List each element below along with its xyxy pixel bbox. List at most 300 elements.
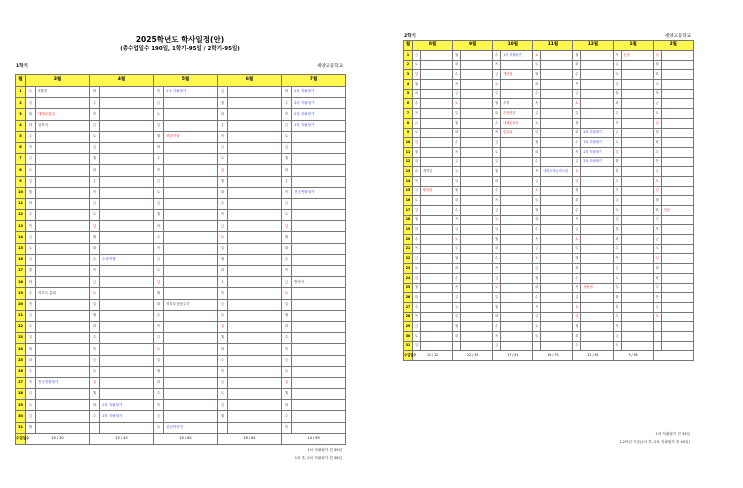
weekday-cell: 금: [282, 277, 292, 288]
weekday-cell: 화: [90, 243, 100, 254]
weekday-cell: 금: [90, 277, 100, 288]
calendar-row: [16, 333, 346, 344]
event-cell: [292, 176, 346, 187]
event-cell: [541, 186, 573, 196]
weekday-cell: 토: [453, 99, 461, 109]
day-number: 12: [16, 210, 26, 221]
event-cell: 개천절: [501, 70, 533, 80]
weekday-cell: 금: [26, 310, 36, 321]
event-cell: [501, 215, 533, 225]
weekday-cell: 월: [282, 154, 292, 165]
month-header: 2월: [653, 41, 693, 51]
weekday-cell: 토: [493, 283, 501, 293]
event-cell: [461, 206, 493, 216]
weekday-cell: 목: [573, 80, 581, 90]
weekday-cell: 토: [653, 312, 661, 322]
weekday-cell: 수: [493, 254, 501, 264]
event-cell: [36, 400, 90, 411]
weekday-cell: 일: [453, 109, 461, 119]
event-cell: 2차 지필평가: [292, 120, 346, 131]
event-cell: [461, 109, 493, 119]
weekday-cell: 일: [533, 331, 541, 341]
weekday-cell: 일: [26, 254, 36, 265]
weekday-cell: 금: [493, 138, 501, 148]
weekday-cell: 수: [413, 167, 421, 177]
day-number: 3: [404, 70, 413, 80]
event-cell: [621, 70, 653, 80]
weekday-cell: 화: [26, 277, 36, 288]
weekday-cell: 금: [90, 198, 100, 209]
event-cell: [621, 99, 653, 109]
weekday-cell: 월: [453, 186, 461, 196]
document-title: 2025학년도 학사일정(안): [135, 35, 225, 44]
weekday-cell: 토: [282, 210, 292, 221]
day-number: 1: [404, 51, 413, 61]
event-cell: [581, 244, 613, 254]
weekday-cell: 토: [413, 331, 421, 341]
event-cell: [661, 138, 693, 148]
event-cell: [100, 109, 154, 120]
weekday-cell: 금: [218, 299, 228, 310]
day-number: 22: [16, 321, 26, 332]
event-cell: 성탄절: [581, 283, 613, 293]
event-cell: [292, 266, 346, 277]
event-cell: [541, 196, 573, 206]
weekday-cell: 월: [90, 389, 100, 400]
weekday-cell: 수: [613, 312, 621, 322]
event-cell: [581, 196, 613, 206]
event-cell: [661, 322, 693, 332]
weekday-cell: 수: [90, 333, 100, 344]
event-cell: [581, 331, 613, 341]
weekday-cell: 화: [573, 196, 581, 206]
weekday-cell: 토: [573, 167, 581, 177]
day-number: 6: [16, 142, 26, 153]
event-cell: [501, 89, 533, 99]
event-cell: [228, 288, 282, 299]
event-cell: [581, 341, 613, 351]
day-number: 6: [404, 99, 413, 109]
weekday-cell: 화: [613, 235, 621, 245]
event-cell: [461, 264, 493, 274]
event-cell: [621, 293, 653, 303]
day-number: 16: [404, 196, 413, 206]
weekday-cell: [533, 341, 541, 351]
event-cell: [421, 283, 453, 293]
weekday-cell: 일: [26, 411, 36, 422]
day-number: 2: [404, 60, 413, 70]
event-cell: [164, 400, 218, 411]
event-cell: [541, 264, 573, 274]
event-cell: [228, 389, 282, 400]
weekday-cell: 수: [493, 186, 501, 196]
weekday-cell: 월: [26, 344, 36, 355]
weekday-cell: 월: [493, 99, 501, 109]
weekday-cell: 월: [573, 254, 581, 264]
event-cell: [621, 235, 653, 245]
school-name: 세양고등학교: [664, 34, 691, 39]
calendar-row: [16, 87, 346, 98]
calendar-row: [16, 366, 346, 377]
day-number: 7: [404, 109, 413, 119]
weekday-cell: 토: [218, 310, 228, 321]
summary-label: 수업일수: [16, 433, 26, 444]
weekday-cell: 금: [413, 118, 421, 128]
event-cell: [581, 51, 613, 61]
weekday-cell: 토: [613, 138, 621, 148]
event-cell: [164, 366, 218, 377]
event-cell: [36, 355, 90, 366]
event-cell: [36, 154, 90, 165]
month-header: 12월: [573, 41, 613, 51]
month-total: 3 / 95: [613, 351, 653, 361]
weekday-cell: 화: [653, 138, 661, 148]
event-cell: [164, 333, 218, 344]
weekday-cell: 수: [90, 98, 100, 109]
weekday-cell: 수: [453, 138, 461, 148]
event-cell: [421, 196, 453, 206]
event-cell: [621, 302, 653, 312]
event-cell: [36, 187, 90, 198]
weekday-cell: 금: [493, 206, 501, 216]
event-cell: [36, 333, 90, 344]
weekday-cell: 화: [573, 264, 581, 274]
day-number: 11: [16, 198, 26, 209]
calendar-row: [404, 128, 694, 138]
day-number: 10: [16, 187, 26, 198]
event-cell: [421, 235, 453, 245]
weekday-cell: 토: [453, 235, 461, 245]
weekday-cell: 일: [493, 225, 501, 235]
weekday-cell: 토: [218, 389, 228, 400]
event-cell: [292, 344, 346, 355]
weekday-cell: 목: [493, 196, 501, 206]
calendar-row: [404, 341, 694, 351]
weekday-cell: 일: [493, 157, 501, 167]
weekday-cell: 수: [493, 322, 501, 332]
weekday-cell: 금: [653, 235, 661, 245]
calendar-row: [404, 215, 694, 225]
calendar-row: [404, 118, 694, 128]
event-cell: [421, 80, 453, 90]
event-cell: 3월점: [36, 87, 90, 98]
event-cell: 1차 지필평가: [100, 411, 154, 422]
weekday-cell: 금: [26, 232, 36, 243]
weekday-cell: 목: [26, 221, 36, 232]
event-cell: [581, 109, 613, 119]
weekday-cell: 금: [533, 109, 541, 119]
event-cell: [292, 142, 346, 153]
event-cell: [621, 331, 653, 341]
weekday-cell: 일: [573, 109, 581, 119]
event-cell: [100, 87, 154, 98]
event-cell: [661, 167, 693, 177]
event-cell: [36, 142, 90, 153]
weekday-cell: 화: [90, 321, 100, 332]
event-cell: [164, 165, 218, 176]
day-number: 15: [404, 186, 413, 196]
weekday-cell: 금: [493, 273, 501, 283]
weekday-cell: 목: [154, 243, 164, 254]
weekday-cell: 화: [613, 99, 621, 109]
event-cell: [661, 273, 693, 283]
event-cell: [36, 131, 90, 142]
event-cell: 추석연휴: [501, 109, 533, 119]
weekday-cell: 수: [413, 99, 421, 109]
weekday-cell: 월: [90, 310, 100, 321]
weekday-cell: 목: [218, 288, 228, 299]
weekday-cell: 화: [533, 215, 541, 225]
weekday-cell: 월: [653, 128, 661, 138]
event-cell: [292, 154, 346, 165]
weekday-cell: 월: [218, 411, 228, 422]
event-cell: [541, 128, 573, 138]
month-header: 5월: [154, 75, 218, 87]
weekday-cell: 월: [154, 366, 164, 377]
weekday-cell: 금: [413, 254, 421, 264]
calendar-row: [16, 120, 346, 131]
calendar-row: [16, 321, 346, 332]
event-cell: 2차 지필평가: [292, 98, 346, 109]
weekday-cell: 화: [453, 196, 461, 206]
event-cell: [292, 232, 346, 243]
calendar-row: [404, 109, 694, 119]
weekday-cell: 목: [413, 312, 421, 322]
event-cell: [661, 51, 693, 61]
event-cell: [421, 89, 453, 99]
event-cell: [421, 331, 453, 341]
weekday-cell: 월: [413, 147, 421, 157]
weekday-cell: 화: [218, 109, 228, 120]
weekday-cell: 금: [493, 341, 501, 351]
weekday-cell: 화: [218, 187, 228, 198]
event-cell: [421, 225, 453, 235]
weekday-cell: 토: [413, 60, 421, 70]
weekday-cell: 목: [613, 118, 621, 128]
event-cell: [581, 167, 613, 177]
month-header: 8월: [413, 41, 453, 51]
month-total: 14 / 95: [282, 433, 346, 444]
weekday-cell: 화: [453, 60, 461, 70]
event-cell: [421, 99, 453, 109]
weekday-cell: 화: [493, 109, 501, 119]
event-cell: [461, 118, 493, 128]
weekday-cell: 토: [90, 131, 100, 142]
weekday-cell: [218, 422, 228, 433]
weekday-cell: 목: [533, 302, 541, 312]
summary-label: 수업일수: [404, 351, 413, 361]
day-number: 17: [16, 266, 26, 277]
event-cell: 입학식: [36, 120, 90, 131]
weekday-cell: 토: [26, 165, 36, 176]
weekday-cell: 토: [154, 344, 164, 355]
weekday-cell: 금: [653, 167, 661, 177]
event-cell: 대학수학능력시험: [541, 167, 573, 177]
weekday-cell: 화: [90, 165, 100, 176]
weekday-cell: 화: [90, 87, 100, 98]
weekday-cell: 목: [533, 235, 541, 245]
calendar-row: [404, 206, 694, 216]
event-cell: [421, 341, 453, 351]
event-cell: [461, 273, 493, 283]
event-cell: [36, 254, 90, 265]
weekday-cell: 화: [218, 266, 228, 277]
weekday-cell: 토: [154, 422, 164, 433]
event-cell: [228, 377, 282, 388]
event-cell: [541, 206, 573, 216]
event-cell: [228, 299, 282, 310]
weekday-cell: 월: [218, 176, 228, 187]
weekday-cell: 금: [613, 196, 621, 206]
footnote-2: 1차 후, 2차 지필평가 전 38일: [294, 456, 342, 460]
day-number: 29: [16, 400, 26, 411]
event-cell: [421, 293, 453, 303]
event-cell: [661, 157, 693, 167]
day-number: 1: [16, 87, 26, 98]
summary-row: [404, 351, 694, 361]
event-cell: 2차 지필평가: [581, 157, 613, 167]
weekday-cell: 월: [573, 118, 581, 128]
calendar-row: [404, 80, 694, 90]
event-cell: [661, 118, 693, 128]
event-cell: [581, 118, 613, 128]
calendar-row: [16, 221, 346, 232]
weekday-cell: 화: [613, 167, 621, 177]
weekday-cell: 화: [154, 299, 164, 310]
weekday-cell: 일: [613, 80, 621, 90]
day-number: 28: [404, 312, 413, 322]
footnote-2: 1,2학년 기준(1차 후, 2차 지필평가 전 45일): [619, 440, 690, 444]
weekday-cell: 토: [493, 80, 501, 90]
corner-header: 월: [404, 41, 413, 51]
event-cell: [36, 176, 90, 187]
event-cell: [581, 186, 613, 196]
weekday-cell: 월: [218, 98, 228, 109]
day-number: 2: [16, 98, 26, 109]
weekday-cell: 토: [613, 341, 621, 351]
event-cell: [228, 120, 282, 131]
event-cell: [541, 302, 573, 312]
weekday-cell: 목: [26, 377, 36, 388]
weekday-cell: 금: [613, 331, 621, 341]
event-cell: [541, 51, 573, 61]
weekday-cell: 월: [453, 322, 461, 332]
event-cell: [461, 244, 493, 254]
day-number: 30: [16, 411, 26, 422]
weekday-cell: 수: [154, 154, 164, 165]
weekday-cell: 금: [282, 355, 292, 366]
event-cell: [292, 389, 346, 400]
weekday-cell: 목: [573, 283, 581, 293]
event-cell: [100, 154, 154, 165]
event-cell: [541, 244, 573, 254]
weekday-cell: 목: [613, 254, 621, 264]
event-cell: [661, 196, 693, 206]
event-cell: [461, 235, 493, 245]
weekday-cell: 수: [90, 411, 100, 422]
event-cell: [36, 422, 90, 433]
event-cell: [661, 215, 693, 225]
event-cell: [581, 99, 613, 109]
day-number: 5: [404, 89, 413, 99]
weekday-cell: 월: [493, 167, 501, 177]
weekday-cell: 화: [413, 157, 421, 167]
weekday-cell: 수: [218, 198, 228, 209]
event-cell: [541, 60, 573, 70]
event-cell: [228, 187, 282, 198]
event-cell: [461, 312, 493, 322]
weekday-cell: 월: [90, 154, 100, 165]
footnote-1: 1차 지필평가 전 33일: [655, 432, 690, 436]
weekday-cell: 수: [90, 176, 100, 187]
weekday-cell: 일: [90, 221, 100, 232]
weekday-cell: 목: [282, 187, 292, 198]
weekday-cell: 월: [573, 186, 581, 196]
event-cell: [292, 243, 346, 254]
day-number: 12: [404, 157, 413, 167]
weekday-cell: 일: [26, 176, 36, 187]
calendar-row: [16, 98, 346, 109]
event-cell: [541, 99, 573, 109]
event-cell: [541, 254, 573, 264]
weekday-cell: 일: [573, 312, 581, 322]
weekday-cell: 화: [453, 128, 461, 138]
semester-label: 1학기: [16, 64, 28, 69]
event-cell: [581, 302, 613, 312]
event-cell: [661, 80, 693, 90]
event-cell: [228, 210, 282, 221]
event-cell: [228, 321, 282, 332]
event-cell: [461, 138, 493, 148]
weekday-cell: 월: [453, 51, 461, 61]
event-cell: [100, 299, 154, 310]
event-cell: [36, 321, 90, 332]
month-total: 20 / 20: [26, 433, 90, 444]
event-cell: [501, 196, 533, 206]
event-cell: [581, 80, 613, 90]
event-cell: [621, 215, 653, 225]
weekday-cell: 일: [154, 277, 164, 288]
month-total: 12 / 12: [413, 351, 453, 361]
event-cell: [581, 254, 613, 264]
event-cell: [661, 225, 693, 235]
calendar-row: [404, 244, 694, 254]
event-cell: [164, 120, 218, 131]
event-cell: [228, 266, 282, 277]
weekday-cell: 일: [90, 142, 100, 153]
weekday-cell: 수: [154, 389, 164, 400]
semester-1-calendar-table: [15, 74, 346, 445]
event-cell: [661, 312, 693, 322]
weekday-cell: 월: [413, 215, 421, 225]
event-cell: [461, 60, 493, 70]
calendar-row: [16, 243, 346, 254]
weekday-cell: 수: [573, 341, 581, 351]
weekday-cell: 일: [218, 400, 228, 411]
weekday-cell: 일: [653, 186, 661, 196]
event-cell: [501, 312, 533, 322]
weekday-cell: 금: [533, 176, 541, 186]
calendar-row: [404, 196, 694, 206]
event-cell: 대체공휴일: [36, 109, 90, 120]
event-cell: [581, 225, 613, 235]
weekday-cell: 수: [453, 273, 461, 283]
calendar-row: [16, 400, 346, 411]
day-number: 8: [16, 165, 26, 176]
weekday-cell: 수: [282, 411, 292, 422]
event-cell: [461, 196, 493, 206]
event-cell: [661, 186, 693, 196]
